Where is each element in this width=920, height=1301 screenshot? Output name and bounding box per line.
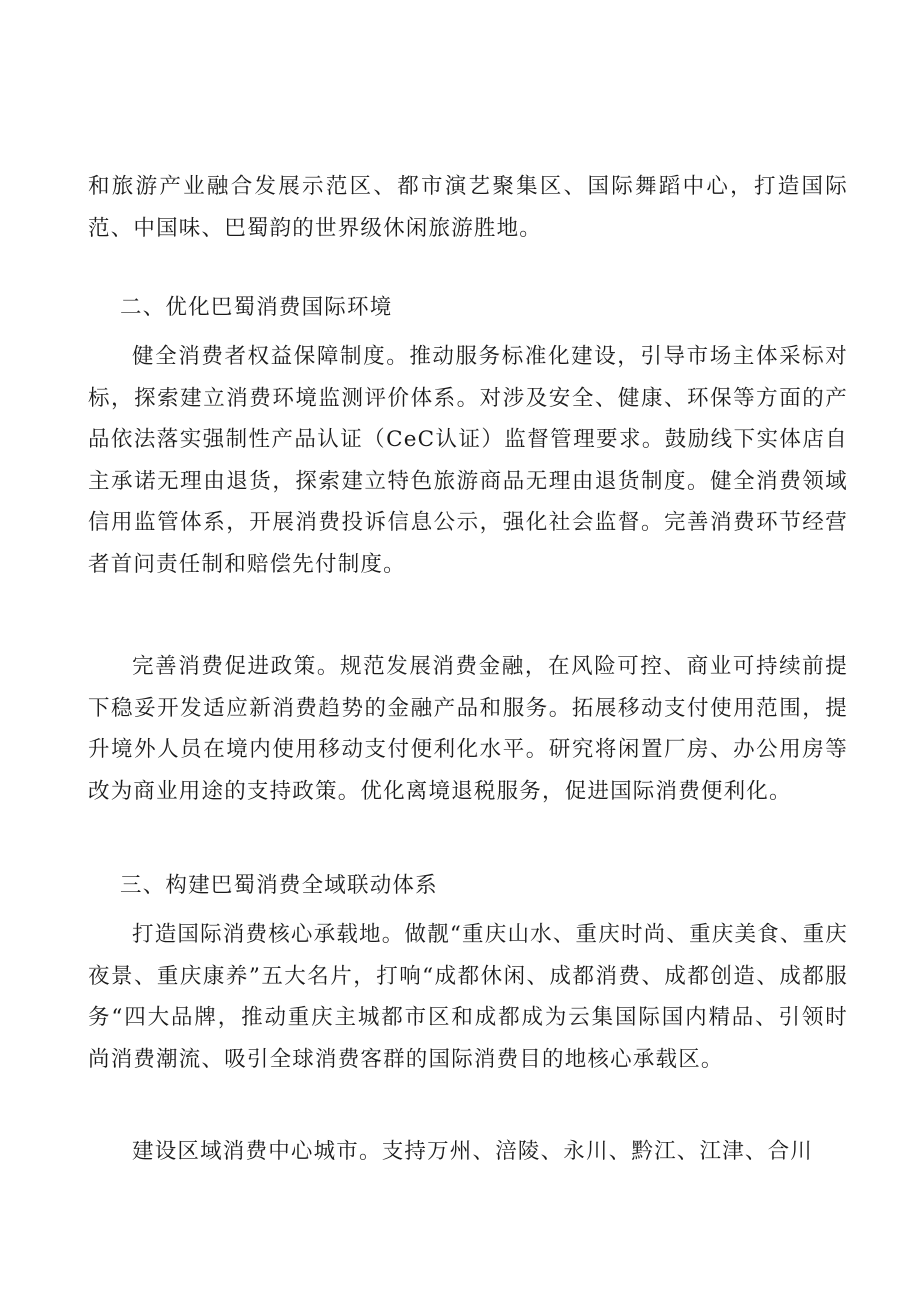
paragraph-continuation: 和旅游产业融合发展示范区、都市演艺聚集区、国际舞蹈中心，打造国际范、中国味、巴蜀韵的世界级休闲旅游胜地。: [88, 174, 848, 241]
paragraph-consumption-policy: 完善消费促进政策。规范发展消费金融，在风险可控、商业可持续前提下稳妥开发适应新消费趋势的金融产品和服务。拓展移动支付使用范围，提升境外人员在境内使用移动支付便利化水平。研究将闲置厂房、办公用房等改为商业用途的支持政策。优化离境退税服务，促进国际消费便利化。: [88, 654, 848, 804]
paragraph-regional-center: 建设区域消费中心城市。支持万州、涪陵、永川、黔江、江津、合川: [132, 1139, 814, 1164]
paragraph-consumer-rights: 健全消费者权益保障制度。推动服务标准化建设，引导市场主体采标对标，探索建立消费环境监测评价体系。对涉及安全、健康、环保等方面的产品依法落实强制性产品认证（CeC认证）监督管理要求。鼓励线下实体店自主承诺无理由退货，探索建立特色旅游商品无理由退货制度。健全消费领域信用监管体系，开展消费投诉信息公示，强化社会监督。完善消费环节经营者首问责任制和赔偿先付制度。: [88, 344, 848, 577]
section-heading-3: 三、构建巴蜀消费全域联动体系: [120, 873, 438, 898]
paragraph-core-carrier: 打造国际消费核心承载地。做靓“重庆山水、重庆时尚、重庆美食、重庆夜景、重庆康养”五大名片，打响“成都休闲、成都消费、成都创造、成都服务“四大品牌，推动重庆主城都市区和成都成为云集国际国内精品、引领时尚消费潮流、吸引全球消费客群的国际消费目的地核心承载区。: [88, 922, 848, 1072]
section-heading-2: 二、优化巴蜀消费国际环境: [120, 295, 393, 320]
